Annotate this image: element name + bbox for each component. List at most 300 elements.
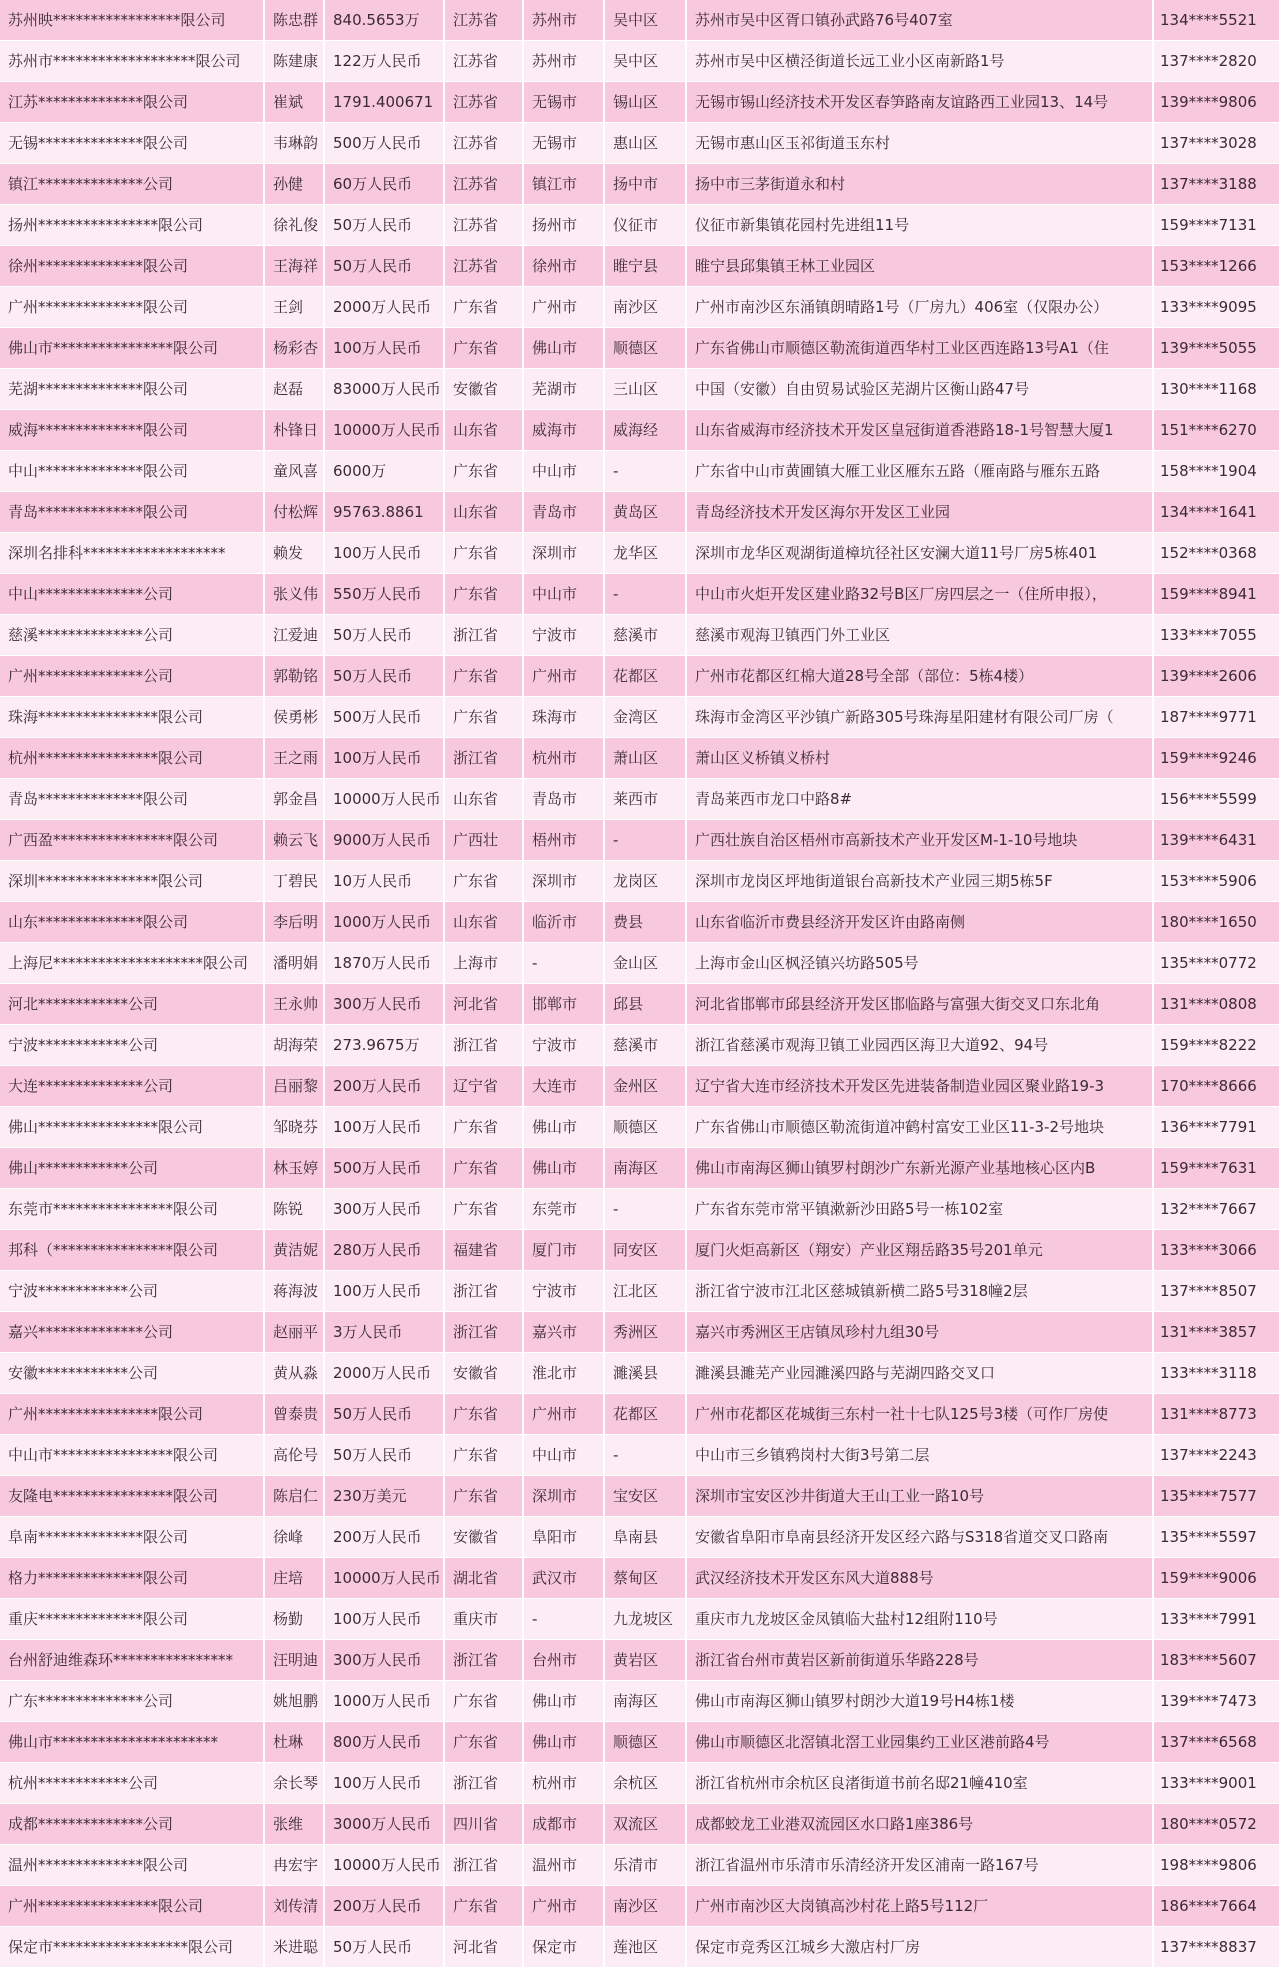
- city-cell: 广州市: [523, 1886, 604, 1927]
- phone-cell: 180****1650: [1153, 902, 1280, 943]
- table-row: [0, 1681, 1280, 1722]
- address-cell: 深圳市龙华区观湖街道樟坑径社区安澜大道11号厂房5栋401: [686, 533, 1153, 574]
- district-cell: -: [604, 820, 686, 861]
- district-cell: 江北区: [604, 1271, 686, 1312]
- registered-capital-cell: 50万人民币: [324, 656, 444, 697]
- company-name-cell: 芜湖**************限公司: [0, 369, 264, 410]
- company-name-cell: 河北************公司: [0, 984, 264, 1025]
- district-cell: 邱县: [604, 984, 686, 1025]
- phone-cell: 133****3066: [1153, 1230, 1280, 1271]
- province-cell: 广东省: [444, 1681, 523, 1722]
- province-cell: 浙江省: [444, 1271, 523, 1312]
- address-cell: 浙江省台州市黄岩区新前街道乐华路228号: [686, 1640, 1153, 1681]
- contact-name-cell: 曾泰贵: [264, 1394, 324, 1435]
- province-cell: 广东省: [444, 1107, 523, 1148]
- phone-cell: 158****1904: [1153, 451, 1280, 492]
- contact-name-cell: 庄培: [264, 1558, 324, 1599]
- contact-name-cell: 江爱迪: [264, 615, 324, 656]
- contact-name-cell: 姚旭鹏: [264, 1681, 324, 1722]
- company-name-cell: 温州**************限公司: [0, 1845, 264, 1886]
- district-cell: 花都区: [604, 1394, 686, 1435]
- phone-cell: 159****7131: [1153, 205, 1280, 246]
- company-name-cell: 镇江**************公司: [0, 164, 264, 205]
- city-cell: 深圳市: [523, 861, 604, 902]
- registered-capital-cell: 50万人民币: [324, 1394, 444, 1435]
- city-cell: 广州市: [523, 1394, 604, 1435]
- registered-capital-cell: 550万人民币: [324, 574, 444, 615]
- company-name-cell: 威海**************限公司: [0, 410, 264, 451]
- address-cell: 佛山市南海区狮山镇罗村朗沙广东新光源产业基地核心区内B: [686, 1148, 1153, 1189]
- city-cell: 大连市: [523, 1066, 604, 1107]
- registered-capital-cell: 300万人民币: [324, 1640, 444, 1681]
- contact-name-cell: 杜琳: [264, 1722, 324, 1763]
- province-cell: 广东省: [444, 1722, 523, 1763]
- city-cell: 扬州市: [523, 205, 604, 246]
- table-row: [0, 656, 1280, 697]
- district-cell: 吴中区: [604, 41, 686, 82]
- phone-cell: 133****9001: [1153, 1763, 1280, 1804]
- province-cell: 江苏省: [444, 41, 523, 82]
- company-name-cell: 徐州**************限公司: [0, 246, 264, 287]
- province-cell: 广东省: [444, 1476, 523, 1517]
- province-cell: 江苏省: [444, 0, 523, 41]
- contact-name-cell: 崔斌: [264, 82, 324, 123]
- province-cell: 浙江省: [444, 1312, 523, 1353]
- registered-capital-cell: 280万人民币: [324, 1230, 444, 1271]
- phone-cell: 187****9771: [1153, 697, 1280, 738]
- province-cell: 江苏省: [444, 164, 523, 205]
- company-name-cell: 青岛**************限公司: [0, 492, 264, 533]
- phone-cell: 139****6431: [1153, 820, 1280, 861]
- contact-name-cell: 高伦号: [264, 1435, 324, 1476]
- registered-capital-cell: 500万人民币: [324, 123, 444, 164]
- registered-capital-cell: 1000万人民币: [324, 1681, 444, 1722]
- province-cell: 山东省: [444, 492, 523, 533]
- contact-name-cell: 林玉婷: [264, 1148, 324, 1189]
- city-cell: 中山市: [523, 1435, 604, 1476]
- phone-cell: 137****3028: [1153, 123, 1280, 164]
- city-cell: 苏州市: [523, 41, 604, 82]
- table-row: [0, 1804, 1280, 1845]
- table-row: [0, 492, 1280, 533]
- company-name-cell: 友隆电****************限公司: [0, 1476, 264, 1517]
- company-name-cell: 中山**************公司: [0, 574, 264, 615]
- address-cell: 广州市花都区花城街三东村一社十七队125号3楼（可作厂房使: [686, 1394, 1153, 1435]
- phone-cell: 137****6568: [1153, 1722, 1280, 1763]
- company-name-cell: 重庆**************限公司: [0, 1599, 264, 1640]
- address-cell: 安徽省阜阳市阜南县经济开发区经六路与S318省道交叉口路南: [686, 1517, 1153, 1558]
- registered-capital-cell: 10000万人民币: [324, 1558, 444, 1599]
- province-cell: 广东省: [444, 1394, 523, 1435]
- table-row: [0, 1189, 1280, 1230]
- registered-capital-cell: 300万人民币: [324, 1189, 444, 1230]
- address-cell: 佛山市南海区狮山镇罗村朗沙大道19号H4栋1楼: [686, 1681, 1153, 1722]
- registered-capital-cell: 3万人民币: [324, 1312, 444, 1353]
- contact-name-cell: 孙健: [264, 164, 324, 205]
- address-cell: 厦门火炬高新区（翔安）产业区翔岳路35号201单元: [686, 1230, 1153, 1271]
- table-row: [0, 1435, 1280, 1476]
- phone-cell: 137****8507: [1153, 1271, 1280, 1312]
- district-cell: 濉溪县: [604, 1353, 686, 1394]
- registered-capital-cell: 100万人民币: [324, 533, 444, 574]
- address-cell: 广州市南沙区大岗镇高沙村花上路5号112厂: [686, 1886, 1153, 1927]
- address-cell: 慈溪市观海卫镇西门外工业区: [686, 615, 1153, 656]
- registered-capital-cell: 50万人民币: [324, 1927, 444, 1968]
- address-cell: 浙江省温州市乐清市乐清经济开发区浦南一路167号: [686, 1845, 1153, 1886]
- phone-cell: 137****2820: [1153, 41, 1280, 82]
- table-row: [0, 205, 1280, 246]
- address-cell: 重庆市九龙坡区金凤镇临大盐村12组附110号: [686, 1599, 1153, 1640]
- table-row: [0, 1148, 1280, 1189]
- province-cell: 河北省: [444, 984, 523, 1025]
- district-cell: 惠山区: [604, 123, 686, 164]
- district-cell: -: [604, 451, 686, 492]
- province-cell: 安徽省: [444, 1353, 523, 1394]
- table-row: [0, 820, 1280, 861]
- table-row: [0, 164, 1280, 205]
- company-name-cell: 苏州映*****************限公司: [0, 0, 264, 41]
- city-cell: 杭州市: [523, 738, 604, 779]
- contact-name-cell: 郭金昌: [264, 779, 324, 820]
- province-cell: 广东省: [444, 656, 523, 697]
- district-cell: 金州区: [604, 1066, 686, 1107]
- district-cell: 九龙坡区: [604, 1599, 686, 1640]
- city-cell: 台州市: [523, 1640, 604, 1681]
- company-name-cell: 深圳****************限公司: [0, 861, 264, 902]
- province-cell: 广东省: [444, 861, 523, 902]
- district-cell: 秀洲区: [604, 1312, 686, 1353]
- city-cell: 佛山市: [523, 1148, 604, 1189]
- city-cell: 武汉市: [523, 1558, 604, 1599]
- registered-capital-cell: 100万人民币: [324, 738, 444, 779]
- phone-cell: 133****7991: [1153, 1599, 1280, 1640]
- contact-name-cell: 杨彩杏: [264, 328, 324, 369]
- table-row: [0, 1558, 1280, 1599]
- city-cell: 广州市: [523, 287, 604, 328]
- province-cell: 广东省: [444, 328, 523, 369]
- phone-cell: 153****5906: [1153, 861, 1280, 902]
- contact-name-cell: 徐峰: [264, 1517, 324, 1558]
- city-cell: 淮北市: [523, 1353, 604, 1394]
- province-cell: 山东省: [444, 779, 523, 820]
- company-name-cell: 上海尼********************限公司: [0, 943, 264, 984]
- phone-cell: 134****5521: [1153, 0, 1280, 41]
- address-cell: 广东省东莞市常平镇漱新沙田路5号一栋102室: [686, 1189, 1153, 1230]
- company-name-cell: 中山**************限公司: [0, 451, 264, 492]
- contact-name-cell: 冉宏宇: [264, 1845, 324, 1886]
- district-cell: 黄岛区: [604, 492, 686, 533]
- registered-capital-cell: 50万人民币: [324, 615, 444, 656]
- province-cell: 浙江省: [444, 1845, 523, 1886]
- address-cell: 辽宁省大连市经济技术开发区先进装备制造业园区聚业路19-3: [686, 1066, 1153, 1107]
- city-cell: 威海市: [523, 410, 604, 451]
- table-row: [0, 984, 1280, 1025]
- phone-cell: 151****6270: [1153, 410, 1280, 451]
- city-cell: 中山市: [523, 451, 604, 492]
- district-cell: 费县: [604, 902, 686, 943]
- company-name-cell: 阜南**************限公司: [0, 1517, 264, 1558]
- address-cell: 苏州市吴中区横泾街道长远工业小区南新路1号: [686, 41, 1153, 82]
- address-cell: 中山市火炬开发区建业路32号B区厂房四层之一（住所申报），: [686, 574, 1153, 615]
- address-cell: 扬中市三茅街道永和村: [686, 164, 1153, 205]
- city-cell: 宁波市: [523, 1025, 604, 1066]
- province-cell: 河北省: [444, 1927, 523, 1968]
- contact-name-cell: 张义伟: [264, 574, 324, 615]
- district-cell: 南沙区: [604, 287, 686, 328]
- table-row: [0, 1763, 1280, 1804]
- contact-name-cell: 郭勒铭: [264, 656, 324, 697]
- company-name-cell: 山东**************限公司: [0, 902, 264, 943]
- table-row: [0, 902, 1280, 943]
- table-row: [0, 1599, 1280, 1640]
- city-cell: 成都市: [523, 1804, 604, 1845]
- district-cell: 宝安区: [604, 1476, 686, 1517]
- address-cell: 浙江省宁波市江北区慈城镇新横二路5号318幢2层: [686, 1271, 1153, 1312]
- address-cell: 中山市三乡镇鸦岗村大街3号第二层: [686, 1435, 1153, 1476]
- phone-cell: 183****5607: [1153, 1640, 1280, 1681]
- district-cell: 阜南县: [604, 1517, 686, 1558]
- address-cell: 青岛莱西市龙口中路8#: [686, 779, 1153, 820]
- address-cell: 武汉经济技术开发区东风大道888号: [686, 1558, 1153, 1599]
- company-name-cell: 台州舒迪维森环****************: [0, 1640, 264, 1681]
- contact-name-cell: 王剑: [264, 287, 324, 328]
- registered-capital-cell: 6000万: [324, 451, 444, 492]
- province-cell: 江苏省: [444, 82, 523, 123]
- district-cell: 睢宁县: [604, 246, 686, 287]
- company-name-cell: 广东**************公司: [0, 1681, 264, 1722]
- contact-name-cell: 韦琳韵: [264, 123, 324, 164]
- company-name-cell: 佛山****************限公司: [0, 1107, 264, 1148]
- company-name-cell: 广州****************限公司: [0, 1886, 264, 1927]
- city-cell: 临沂市: [523, 902, 604, 943]
- district-cell: 龙岗区: [604, 861, 686, 902]
- city-cell: 厦门市: [523, 1230, 604, 1271]
- registered-capital-cell: 2000万人民币: [324, 287, 444, 328]
- contact-name-cell: 陈锐: [264, 1189, 324, 1230]
- address-cell: 广东省佛山市顺德区勒流街道冲鹤村富安工业区11-3-2号地块: [686, 1107, 1153, 1148]
- address-cell: 成都蛟龙工业港双流园区水口路1座386号: [686, 1804, 1153, 1845]
- registered-capital-cell: 50万人民币: [324, 1435, 444, 1476]
- contact-name-cell: 赖云飞: [264, 820, 324, 861]
- district-cell: 龙华区: [604, 533, 686, 574]
- contact-name-cell: 余长琴: [264, 1763, 324, 1804]
- province-cell: 辽宁省: [444, 1066, 523, 1107]
- company-name-cell: 广州**************限公司: [0, 287, 264, 328]
- registered-capital-cell: 10000万人民币: [324, 410, 444, 451]
- company-name-cell: 佛山市**********************: [0, 1722, 264, 1763]
- district-cell: -: [604, 1435, 686, 1476]
- district-cell: -: [604, 574, 686, 615]
- province-cell: 广东省: [444, 1189, 523, 1230]
- company-name-cell: 保定市******************限公司: [0, 1927, 264, 1968]
- company-name-cell: 慈溪**************公司: [0, 615, 264, 656]
- district-cell: 慈溪市: [604, 615, 686, 656]
- table-row: [0, 1271, 1280, 1312]
- registered-capital-cell: 10000万人民币: [324, 779, 444, 820]
- city-cell: 青岛市: [523, 492, 604, 533]
- district-cell: 三山区: [604, 369, 686, 410]
- table-row: [0, 82, 1280, 123]
- registered-capital-cell: 95763.8861: [324, 492, 444, 533]
- address-cell: 萧山区义桥镇义桥村: [686, 738, 1153, 779]
- district-cell: 南沙区: [604, 1886, 686, 1927]
- phone-cell: 139****9806: [1153, 82, 1280, 123]
- province-cell: 江苏省: [444, 205, 523, 246]
- district-cell: 扬中市: [604, 164, 686, 205]
- city-cell: 苏州市: [523, 0, 604, 41]
- address-cell: 苏州市吴中区胥口镇孙武路76号407室: [686, 0, 1153, 41]
- company-name-cell: 大连**************公司: [0, 1066, 264, 1107]
- phone-cell: 198****9806: [1153, 1845, 1280, 1886]
- table-row: [0, 738, 1280, 779]
- phone-cell: 137****2243: [1153, 1435, 1280, 1476]
- table-row: [0, 1394, 1280, 1435]
- phone-cell: 186****7664: [1153, 1886, 1280, 1927]
- contact-name-cell: 赖发: [264, 533, 324, 574]
- contact-name-cell: 陈启仁: [264, 1476, 324, 1517]
- contact-name-cell: 李后明: [264, 902, 324, 943]
- company-name-cell: 深圳名排科*******************: [0, 533, 264, 574]
- address-cell: 上海市金山区枫泾镇兴坊路505号: [686, 943, 1153, 984]
- province-cell: 广东省: [444, 697, 523, 738]
- company-name-cell: 佛山市****************限公司: [0, 328, 264, 369]
- city-cell: 东莞市: [523, 1189, 604, 1230]
- table-row: [0, 1312, 1280, 1353]
- city-cell: 青岛市: [523, 779, 604, 820]
- table-row: [0, 943, 1280, 984]
- phone-cell: 131****8773: [1153, 1394, 1280, 1435]
- address-cell: 山东省临沂市费县经济开发区许由路南侧: [686, 902, 1153, 943]
- city-cell: 深圳市: [523, 1476, 604, 1517]
- contact-name-cell: 王海祥: [264, 246, 324, 287]
- district-cell: -: [604, 1189, 686, 1230]
- table-row: [0, 1476, 1280, 1517]
- district-cell: 金山区: [604, 943, 686, 984]
- contact-name-cell: 陈建康: [264, 41, 324, 82]
- district-cell: 莱西市: [604, 779, 686, 820]
- city-cell: 中山市: [523, 574, 604, 615]
- phone-cell: 131****0808: [1153, 984, 1280, 1025]
- address-cell: 青岛经济技术开发区海尔开发区工业园: [686, 492, 1153, 533]
- registered-capital-cell: 800万人民币: [324, 1722, 444, 1763]
- company-name-cell: 邦科（****************限公司: [0, 1230, 264, 1271]
- registered-capital-cell: 230万美元: [324, 1476, 444, 1517]
- phone-cell: 133****7055: [1153, 615, 1280, 656]
- province-cell: 安徽省: [444, 369, 523, 410]
- table-row: [0, 369, 1280, 410]
- phone-cell: 135****5597: [1153, 1517, 1280, 1558]
- contact-name-cell: 张维: [264, 1804, 324, 1845]
- address-cell: 广州市南沙区东涌镇朗晴路1号（厂房九）406室（仅限办公）: [686, 287, 1153, 328]
- province-cell: 山东省: [444, 902, 523, 943]
- registered-capital-cell: 1000万人民币: [324, 902, 444, 943]
- city-cell: 阜阳市: [523, 1517, 604, 1558]
- company-name-cell: 成都**************公司: [0, 1804, 264, 1845]
- province-cell: 江苏省: [444, 246, 523, 287]
- province-cell: 江苏省: [444, 123, 523, 164]
- province-cell: 广东省: [444, 451, 523, 492]
- phone-cell: 152****0368: [1153, 533, 1280, 574]
- district-cell: 顺德区: [604, 1107, 686, 1148]
- registered-capital-cell: 50万人民币: [324, 205, 444, 246]
- phone-cell: 139****2606: [1153, 656, 1280, 697]
- contact-name-cell: 丁碧民: [264, 861, 324, 902]
- table-row: [0, 1107, 1280, 1148]
- address-cell: 深圳市宝安区沙井街道大王山工业一路10号: [686, 1476, 1153, 1517]
- province-cell: 广东省: [444, 1886, 523, 1927]
- contact-name-cell: 黄洁妮: [264, 1230, 324, 1271]
- registered-capital-cell: 1791.400671: [324, 82, 444, 123]
- district-cell: 顺德区: [604, 1722, 686, 1763]
- address-cell: 保定市竞秀区江城乡大激店村厂房: [686, 1927, 1153, 1968]
- address-cell: 浙江省杭州市余杭区良渚街道书前名邸21幢410室: [686, 1763, 1153, 1804]
- contact-name-cell: 陈忠群: [264, 0, 324, 41]
- registered-capital-cell: 100万人民币: [324, 1763, 444, 1804]
- contact-name-cell: 米进聪: [264, 1927, 324, 1968]
- contact-name-cell: 赵磊: [264, 369, 324, 410]
- address-cell: 河北省邯郸市邱县经济开发区邯临路与富强大街交叉口东北角: [686, 984, 1153, 1025]
- registered-capital-cell: 10000万人民币: [324, 1845, 444, 1886]
- registered-capital-cell: 100万人民币: [324, 1271, 444, 1312]
- address-cell: 珠海市金湾区平沙镇广新路305号珠海星阳建材有限公司厂房（: [686, 697, 1153, 738]
- registered-capital-cell: 60万人民币: [324, 164, 444, 205]
- phone-cell: 135****7577: [1153, 1476, 1280, 1517]
- registered-capital-cell: 83000万人民币: [324, 369, 444, 410]
- table-row: [0, 1722, 1280, 1763]
- company-name-cell: 扬州****************限公司: [0, 205, 264, 246]
- city-cell: 嘉兴市: [523, 1312, 604, 1353]
- contact-name-cell: 侯勇彬: [264, 697, 324, 738]
- phone-cell: 159****8941: [1153, 574, 1280, 615]
- phone-cell: 136****7791: [1153, 1107, 1280, 1148]
- table-row: [0, 0, 1280, 41]
- province-cell: 广东省: [444, 533, 523, 574]
- table-row: [0, 779, 1280, 820]
- city-cell: 广州市: [523, 656, 604, 697]
- contact-name-cell: 胡海荣: [264, 1025, 324, 1066]
- table-row: [0, 1230, 1280, 1271]
- table-row: [0, 615, 1280, 656]
- phone-cell: 135****0772: [1153, 943, 1280, 984]
- city-cell: 佛山市: [523, 1107, 604, 1148]
- table-row: [0, 1066, 1280, 1107]
- city-cell: 佛山市: [523, 1722, 604, 1763]
- district-cell: 乐清市: [604, 1845, 686, 1886]
- province-cell: 广东省: [444, 1435, 523, 1476]
- city-cell: 梧州市: [523, 820, 604, 861]
- city-cell: 邯郸市: [523, 984, 604, 1025]
- registered-capital-cell: 2000万人民币: [324, 1353, 444, 1394]
- registered-capital-cell: 500万人民币: [324, 697, 444, 738]
- province-cell: 浙江省: [444, 738, 523, 779]
- contact-name-cell: 蒋海波: [264, 1271, 324, 1312]
- district-cell: 顺德区: [604, 328, 686, 369]
- contact-name-cell: 杨勤: [264, 1599, 324, 1640]
- contact-name-cell: 潘明娟: [264, 943, 324, 984]
- company-name-cell: 广西盈****************限公司: [0, 820, 264, 861]
- city-cell: 宁波市: [523, 615, 604, 656]
- phone-cell: 139****5055: [1153, 328, 1280, 369]
- table-row: [0, 1640, 1280, 1681]
- phone-cell: 133****3118: [1153, 1353, 1280, 1394]
- company-name-cell: 安徽************公司: [0, 1353, 264, 1394]
- city-cell: 深圳市: [523, 533, 604, 574]
- contact-name-cell: 童风喜: [264, 451, 324, 492]
- registered-capital-cell: 840.5653万: [324, 0, 444, 41]
- district-cell: 蔡甸区: [604, 1558, 686, 1599]
- table-row: [0, 410, 1280, 451]
- district-cell: 同安区: [604, 1230, 686, 1271]
